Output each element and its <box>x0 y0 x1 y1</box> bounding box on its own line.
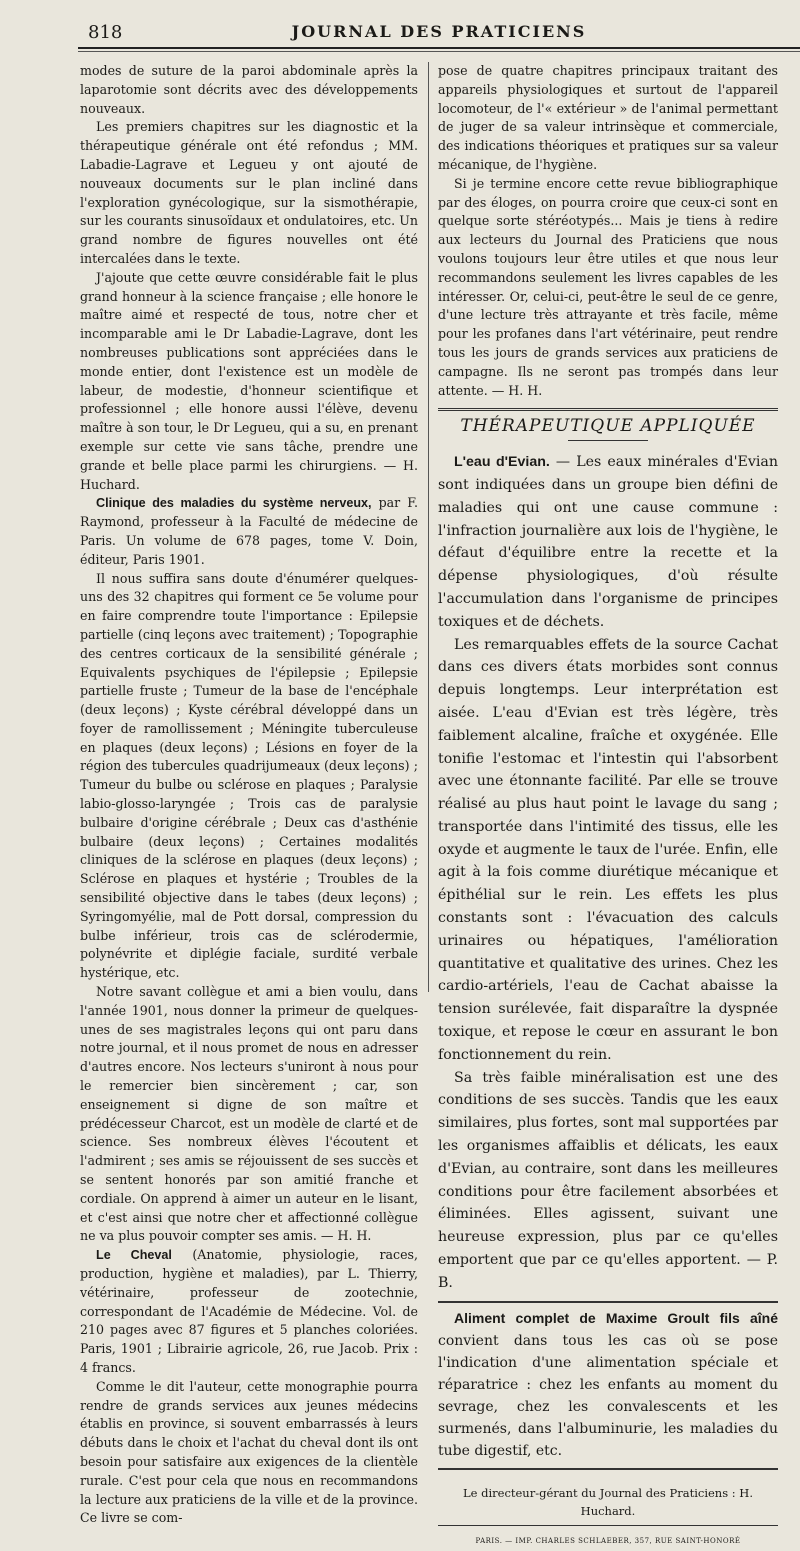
header-rule <box>78 47 800 49</box>
director-line: Le directeur-gérant du Journal des Praticiens : H. Huchard. <box>438 1484 778 1527</box>
right-column <box>438 62 778 1551</box>
paragraph: Les remarquables effets de la source Cachat dans ces divers états morbides sont connus depuis longtemps. Leur interprétation est aisée. L'eau d'Evian est très légère, très faiblement alcaline, fraîche et oxygénée. Elle tonifie l'estomac et l'intestin qui l'absorbent avec une étonnante facilité. Par elle se trouve réalisé au plus haut point le lavage du sang ; transportée dans l'intimité des tissus, elle les oxyde et augmente le taux de l'urée. Enfin, elle agit à la fois comme diurétique mécanique et épithélial sur le rein. Les effets les plus constants sont : l'évacuation des calculs urinaires ou hépatiques, l'amélioration quantitative et qualitative des urines. Chez les cardio-artériels, l'eau de Cachat abaisse la tension surélevée, fait disparaître la dyspnée toxique, et repose le cœur en assurant le bon fonctionnement du rein. <box>438 636 778 1063</box>
article-lead <box>438 451 778 633</box>
book-review-clinique <box>80 494 418 569</box>
article-text: — Les eaux minérales d'Evian sont indiquées dans un groupe bien défini de maladies qui ont une cause commune : l'infraction journalière aux lois de l'hygiène, le défaut d'équilibre entre la recette et la dépense physiologiques, d'où résulte l'accumulation dans l'organisme de principes toxiques et de déchets. <box>438 454 779 630</box>
book-review-cheval <box>80 1246 418 1378</box>
printer-imprint: PARIS. — IMP. CHARLES SCHLAEBER, 357, RUE SAINT-HONORÉ <box>475 1537 741 1546</box>
left-column <box>80 62 418 1528</box>
advertisement-text <box>438 1307 778 1462</box>
section-underline <box>568 440 648 441</box>
therapeutique-article <box>438 451 778 1294</box>
paragraph: Notre savant collègue et ami a bien voulu, dans l'année 1901, nous donner la primeur de quelques-unes de ses magistrales leçons qui ont paru dans notre journal, et il nous promet de nous en adresser d'autres encore. Nos lecteurs s'uniront à nous pour le remercier bien sincèrement ; car, son enseignement si digne de son maître et prédécesseur Charcot, est un modèle de clarté et de science. Ses nombreux élèves l'écoutent et l'admirent ; ses amis se réjouissent de ses succès et se sentent honorés par son amitié franche et cordiale. On apprend à aimer un auteur en le lisant, et c'est ainsi que notre cher et affectionné collègue ne va plus pouvoir compter ses amis. — H. H. <box>80 984 418 1244</box>
page-header <box>78 18 800 50</box>
paragraph: Si je termine encore cette revue bibliographique par des éloges, on pourra croire que ceux-ci sont en quelque sorte stéréotypés... Mais je tiens à redire aux lecteurs du Journal des Praticiens que nous voulons toujours leur être utiles et que nous leur recommandons seulement les livres capables de les intéresser. Or, celui-ci, peut-être le seul de ce genre, d'une lecture très attrayante et très facile, même pour les profanes dans l'art vétérinaire, peut rendre tous les jours de grands services aux praticiens de campagne. Ils ne seront pas trompés dans leur attente. — H. H. <box>438 175 778 398</box>
review-citation: (Anatomie, physiologie, races, production, hygiène et maladies), par L. Thierry, vétérinaire, professeur de zootechnie, correspondant de l'Académie de Médecine. Vol. de 210 pages avec 87 figures et 5 planches coloriées. Paris, 1901 ; Librairie agricole, 26, rue Jacob. Prix : 4 francs. <box>80 1247 418 1375</box>
page-number: 818 <box>88 22 123 43</box>
paragraph: J'ajoute que cette œuvre considérable fait le plus grand honneur à la science française ; elle honore le maître aimé et respecté de tous, notre cher et incomparable ami le Dr Labadie-Lagrave, dont les nombreuses publications sont appréciées dans le monde entier, dont l'existence est un modèle de labeur, de modestie, d'honneur scientifique et professionnel ; elle honore aussi l'élève, devenu maître à son tour, le Dr Legueu, qui a su, en prenant exemple sur cette vie sans tâche, prendre une grande et belle place parmi les chirurgiens. — H. Huchard. <box>80 269 418 492</box>
paragraph: Il nous suffira sans doute d'énumérer quelques-uns des 32 chapitres qui forment ce 5e volume pour en faire comprendre toute l'importance : Epilepsie partielle (cinq leçons avec traitement) ; Topographie des centres corticaux de la sensibilité générale ; Equivalents psychiques de l'épilepsie ; Epilepsie partielle fruste ; Tumeur de la base de l'encéphale (deux leçons) ; Kyste cérébral développé dans un foyer de ramollissement ; Méningite tuberculeuse en plaques (deux leçons) ; Lésions en foyer de la région des tubercules quadrijumeaux (deux leçons) ; Tumeur du bulbe ou sclérose en plaques ; Paralysie labio-glosso-laryngée ; Trois cas de paralysie bulbaire d'origine cérébrale ; Deux cas d'asthénie bulbaire (deux leçons) ; Certaines modalités cliniques de la sclérose en plaques (deux leçons) ; Sclérose en plaques et hystérie ; Troubles de la sensibilité objective dans le tabes (deux leçons) ; Syringomyélie, mal de Pott dorsal, compression du bulbe inférieur, trois cas de sclérodermie, polynévrite et diplégie faciale, surdité verbale hystérique, etc. <box>80 570 418 981</box>
review-title: Le Cheval <box>96 1248 172 1263</box>
section-title: THÉRAPEUTIQUE APPLIQUÉE <box>460 416 756 437</box>
review-citation: par F. Raymond, professeur à la Faculté de médecine de Paris. Un volume de 678 pages, tome V. Doin, éditeur, Paris 1901. <box>80 495 418 567</box>
paragraph: Comme le dit l'auteur, cette monographie pourra rendre de grands services aux jeunes médecins établis en province, si souvent embarrassés à leurs débuts dans le choix et l'achat du cheval dont ils ont besoin pour satisfaire aux exigences de la clientèle rurale. C'est pour cela que nous en recommandons la lecture aux praticiens de la ville et de la province. Ce livre se com- <box>80 1378 418 1526</box>
paragraph: Les premiers chapitres sur les diagnostic et la thérapeutique générale ont été refondus ; MM. Labadie-Lagrave et Legueu y ont ajouté de nouveaux documents sur le plan incliné dans l'exploration gynécologique, sur la sismothérapie, sur les courants sinusoïdaux et ondulatoires, etc. Un grand nombre de figures nouvelles ont été intercalées dans le texte. <box>80 119 418 266</box>
ad-title: Aliment complet de Maxime Groult fils aîné <box>454 1309 778 1326</box>
section-rule <box>438 408 778 411</box>
ad-body: convient dans tous les cas où se pose l'indication d'une alimentation spéciale et réparatrice : chez les enfants au moment du sevrage, chez les convalescents et les surmenés, dans l'albuminurie, les maladies du tube digestif, etc. <box>438 1332 778 1459</box>
paragraph: pose de quatre chapitres principaux traitant des appareils physiologiques et surtout de l'appareil locomoteur, de l'« extérieur » de l'animal permettant de juger de sa valeur intrinsèque et commerciale, des indications théoriques et pratiques sur sa valeur mécanique, de l'hygiène. <box>438 63 778 172</box>
review-title: Clinique des maladies du système nerveux, <box>96 496 372 511</box>
paragraph: modes de suture de la paroi abdominale après la laparotomie sont décrits avec des développements nouveaux. <box>80 63 418 116</box>
header-rule-thin <box>78 51 800 52</box>
journal-title: JOURNAL DES PRATICIENS <box>291 22 587 41</box>
paragraph: Sa très faible minéralisation est une des conditions de ses succès. Tandis que les eaux similaires, plus fortes, sont mal supportées par les organismes affaiblis et délicats, les eaux d'Evian, au contraire, sont dans les meilleures conditions pour être facilement absorbées et éliminées. Elles agissent, suivant une heureuse expression, plus par ce qu'elles emportent que par ce qu'elles apportent. — P. B. <box>438 1069 778 1291</box>
article-title: L'eau d'Evian. <box>454 454 550 471</box>
advertisement-box <box>438 1301 778 1470</box>
column-divider <box>428 62 429 992</box>
